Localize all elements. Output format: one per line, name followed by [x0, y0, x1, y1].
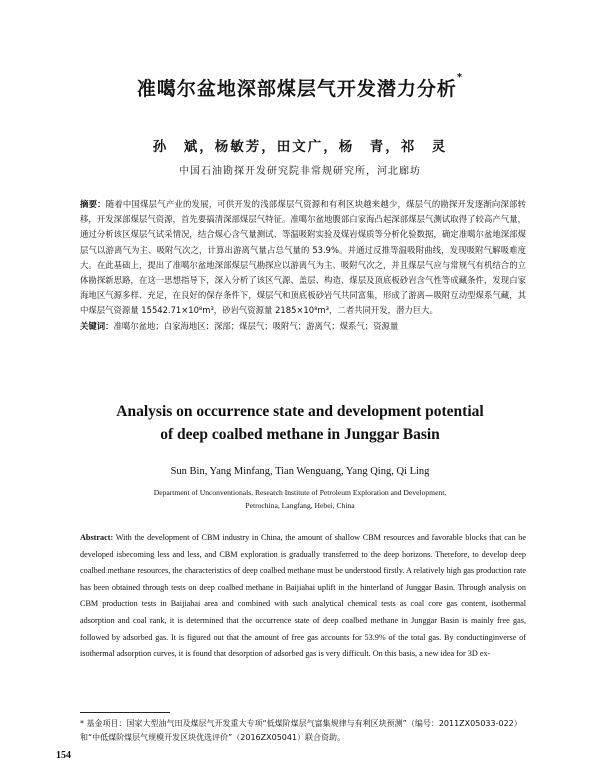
english-affiliation-line2: Petrochina, Langfang, Hebei, China	[245, 501, 355, 510]
chinese-abstract-text: 随着中国煤层气产业的发展，可供开发的浅部煤层气资源和有利区块越来越少，煤层气的勘探开发逐渐向深部转移，开发深部煤层气资源，首先要搞清深部煤层气特征。准噶尔盆地腹部白家海凸起深部煤层气测试取得了较高产气量，通过分析该区煤层气试采情况，结合煤心含气量测试、等温吸附实验及煤岩煤质等分析化验数据，确定准噶尔盆地深部煤层气以游离气为主、吸附气次之，计算出游离气量占总气量的 53.9%。并通过反推等温吸附曲线，发现吸附气解吸难度大。在此基础上，提出了准噶尔盆地深部煤层气勘探应以游离气为主、吸附气次之，并且煤层气应与常规气有机结合的立体勘探新思路，在这一思想指导下，深入分析了该区气源、盖层、构造、煤层及顶底板砂岩含气性等成藏条件，发现白家海地区气源多样、充足，在良好的保存条件下，煤层气和顶底板砂岩气共同富集，形成了游离—吸附互动型煤系气藏，其中煤层气资源量 15542.71×10⁸m³，砂岩气资源量 2185×10⁸m³，二者共同开发，潜力巨大。	[80, 199, 527, 316]
page-number: 154	[56, 750, 71, 761]
english-title-line1: Analysis on occurrence state and development potential	[116, 403, 484, 420]
chinese-affiliation: 中国石油勘探开发研究院非常规研究所，河北廊坊	[179, 166, 421, 177]
chinese-keywords: 准噶尔盆地；白家海地区；深部；煤层气；吸附气；游离气；煤系气；资源量	[113, 320, 399, 331]
title-footnote-mark: *	[456, 72, 464, 83]
english-abstract	[80, 530, 526, 663]
english-abstract-text: With the development of CBM industry in China, the amount of shallow CBM resources and favorable blocks that can be developed isbecoming less and less, and CBM exploration is gradually transferred to the deep horizons. Therefore, to develop deep coalbed methane resources, the characteristics of deep coalbed methane must be understood firstly. A relatively high gas production rate has been obtained through tests on deep coalbed methane in Baijiahai uplift in the hinterland of Junggar Basin. Through analysis on CBM production tests in Baijiahai area and combined with such analytical chemical tests as coal core gas content, isothermal adsorption and coal rank, it is determined that the occurrence state of deep coalbed methane in Junggar Basin is mainly free gas, followed by adsorbed gas. It is figured out that the amount of free gas accounts for 53.9% of the total gas. By conductinginverse of isothermal adsorption curves, it is found that desorption of adsorbed gas is very difficult. On this basis, a new idea for 3D ex-	[80, 533, 526, 659]
english-title-line2: of deep coalbed methane in Junggar Basin	[160, 426, 440, 443]
english-authors: Sun Bin, Yang Minfang, Tian Wenguang, Yang Qing, Qi Ling	[170, 466, 430, 477]
chinese-title-text: 准噶尔盆地深部煤层气开发潜力分析	[136, 78, 457, 100]
chinese-keywords-label: 关键词：	[80, 320, 114, 331]
funding-footnote: * 基金项目：国家大型油气田及煤层气开发重大专项“低煤阶煤层气富集规律与有利区块预测”（编号：2011ZX05033-022）和“中低煤阶煤层气规模开发区块优选评价”（2016ZX05041）联合资助。	[80, 719, 522, 742]
footnote-divider	[80, 712, 170, 713]
chinese-abstract-label: 摘要：	[80, 199, 106, 209]
chinese-authors: 孙 斌，杨敏芳，田文广，杨 青，祁 灵	[152, 139, 448, 155]
english-affiliation-line1: Department of Unconventionals, Research Institute of Petroleum Exploration and Development,	[153, 488, 447, 497]
english-abstract-label: Abstract:	[80, 533, 114, 542]
english-title	[0, 400, 600, 446]
english-affiliation	[0, 486, 600, 512]
chinese-title	[0, 74, 600, 101]
chinese-abstract	[80, 197, 526, 334]
